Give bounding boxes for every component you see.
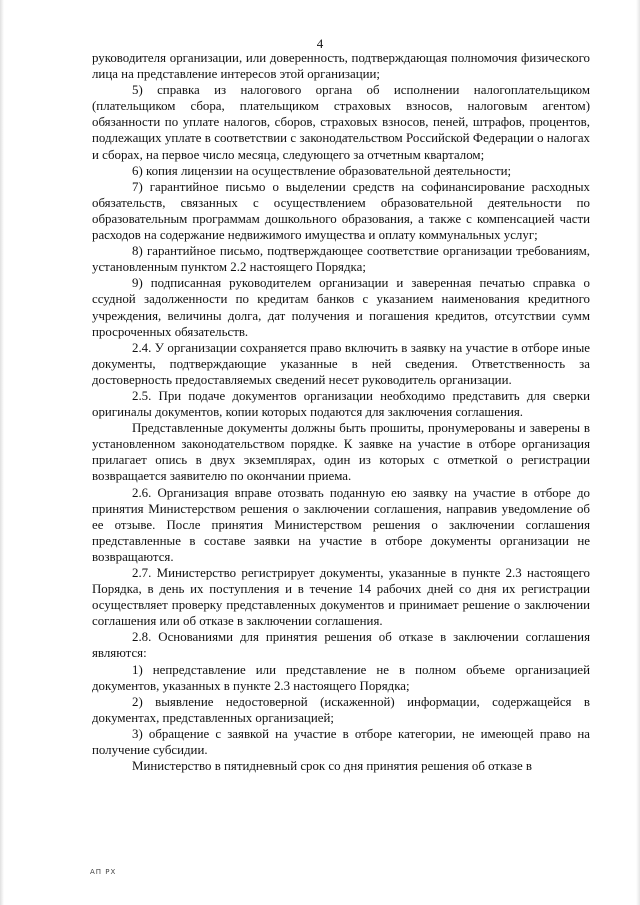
document-body (92, 50, 590, 774)
footer-code: АП РХ (90, 868, 117, 876)
paragraph-continuation: руководителя организации, или доверенность, подтверждающая полномочия физического лица на представление интересов этой организации; (92, 51, 590, 82)
paragraph-ministry-notice: Министерство в пятидневный срок со дня принятия решения об отказе в (132, 759, 532, 774)
clause-2-7: 2.7. Министерство регистрирует документы, указанные в пункте 2.3 настоящего Порядка, в день их поступления и в течение 14 рабочих дней со дня их регистрации осуществляет проверку представленных документов и принимает решение о заключении соглашения или об отказе в заключении соглашения. (92, 566, 590, 629)
clause-2-5-documents: Представленные документы должны быть прошиты, пронумерованы и заверены в установленном законодательством порядке. К заявке на участие в отборе организация прилагает опись в двух экземплярах, один из которых с отметкой о регистрации возвращается заявителю по окончании приема. (92, 421, 590, 484)
scan-edge-right (636, 0, 640, 905)
page-number: 4 (316, 36, 324, 51)
list-item-5: 5) справка из налогового органа об исполнении налогоплательщиком (плательщиком сбора, плательщиком страховых взносов, налоговым агентом) обязанности по уплате налогов, сборов, страховых взносов, пеней, штрафов, процентов, подлежащих уплате в соответствии с законодательством Российской Федерации о налогах и сборах, на первое число месяца, следующего за отчетным кварталом; (92, 83, 590, 162)
refusal-reason-1: 1) непредставление или представление не в полном объеме организацией документов, указанных в пункте 2.3 настоящего Порядка; (92, 662, 590, 693)
clause-2-5: 2.5. При подаче документов организации необходимо представить для сверки оригиналы документов, копии которых подаются для заключения соглашения. (92, 388, 590, 420)
list-item-8: 8) гарантийное письмо, подтверждающее соответствие организации требованиям, установленным пунктом 2.2 настоящего Порядка; (92, 244, 590, 275)
clause-2-8: 2.8. Основаниями для принятия решения об отказе в заключении соглашения являются: (92, 630, 590, 661)
refusal-reason-2: 2) выявление недостоверной (искаженной) информации, содержащейся в документах, представленных организацией; (92, 694, 590, 725)
scan-edge-left (0, 0, 4, 905)
list-item-9: 9) подписанная руководителем организации и заверенная печатью справка о ссудной задолженности по кредитам банков с указанием наименования кредитного учреждения, величины долга, дат получения и погашения кредитов, отсутствии сумм просроченных обязательств. (92, 276, 590, 339)
list-item-7: 7) гарантийное письмо о выделении средств на софинансирование расходных обязательств, связанных с осуществлением образовательной деятельности по образовательным программам дошкольного образования, а также с компенсацией части расходов на содержание недвижимого имущества и оплату коммунальных услуг; (92, 179, 590, 243)
clause-2-4: 2.4. У организации сохраняется право включить в заявку на участие в отборе иные документы, подтверждающие указанные в ней сведения. Ответственность за достоверность предоставляемых сведений несет руководитель организации. (92, 340, 590, 387)
list-item-6: 6) копия лицензии на осуществление образовательной деятельности; (132, 163, 512, 178)
clause-2-6: 2.6. Организация вправе отозвать поданную ею заявку на участие в отборе до принятия Министерством решения о заключении соглашения, направив уведомление об ее отзыве. После принятия Министерством решения о заключении соглашения представленные в составе заявки на участие в отборе документы организации не возвращаются. (92, 485, 590, 564)
refusal-reason-3: 3) обращение с заявкой на участие в отборе категории, не имеющей право на получение субсидии. (92, 726, 590, 758)
